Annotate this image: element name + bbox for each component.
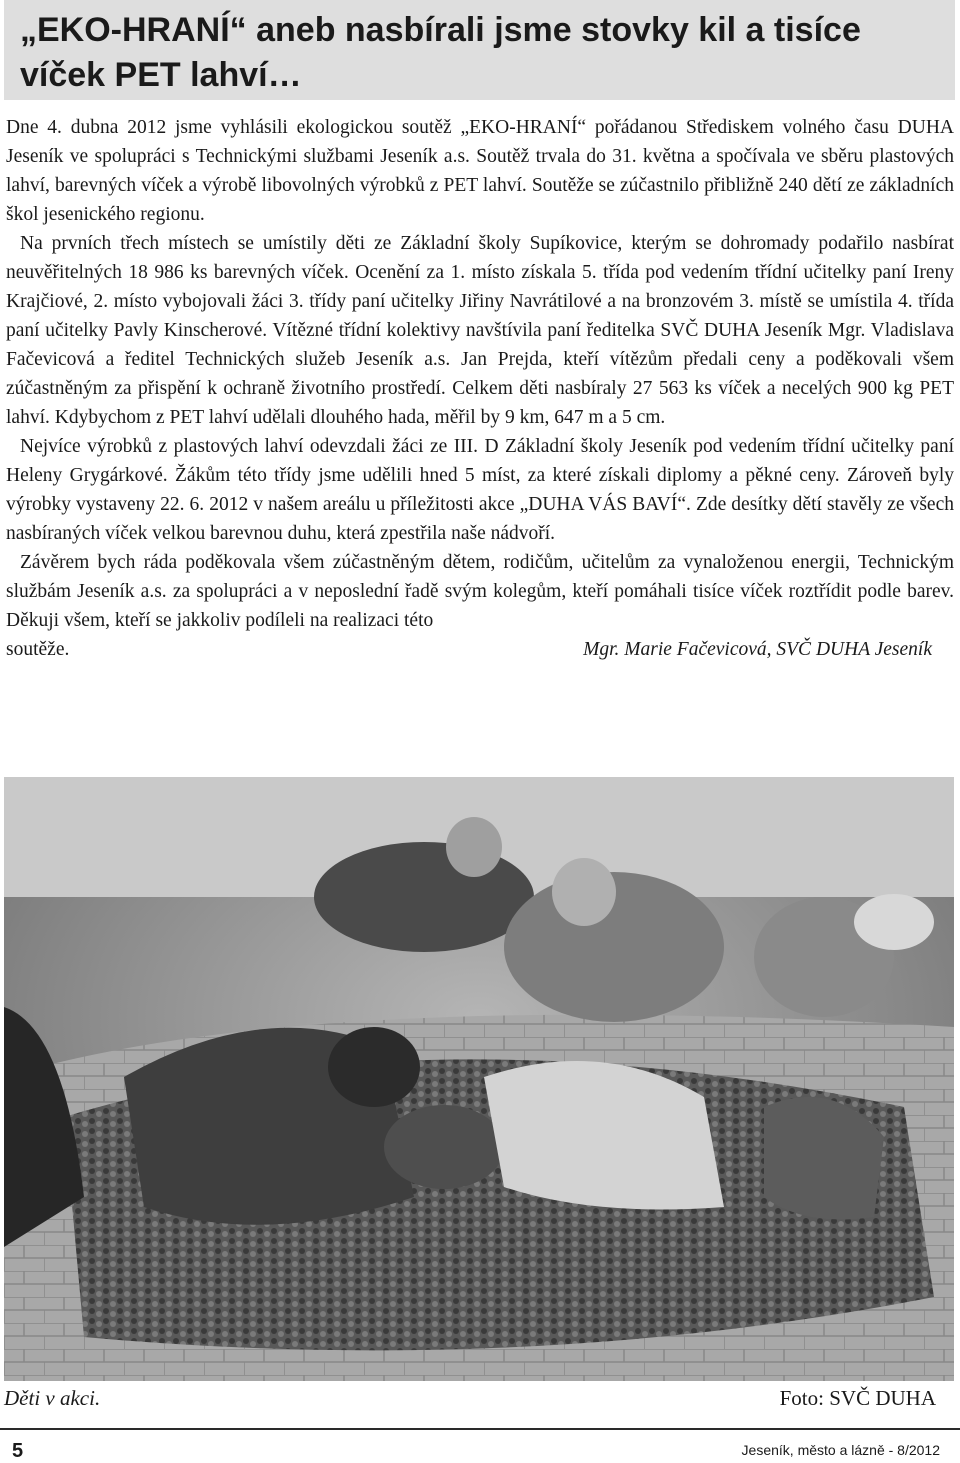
closing-end: soutěže. — [6, 639, 70, 660]
page-number: 5 — [12, 1440, 24, 1462]
photo-caption-row — [4, 1383, 936, 1415]
article-body — [6, 113, 954, 664]
paragraph-1: Dne 4. dubna 2012 jsme vyhlásili ekologickou soutěž „EKO-HRANÍ“ pořádanou Střediskem volného času DUHA Jeseník ve spolupráci s Technickými službami Jeseník a.s. Soutěž trvala do 31. května a spočívala ve sběru plastových lahví, barevných víček a výrobě libovolných výrobků z PET lahví. Soutěže se zúčastnilo přibližně 240 dětí ze základních škol jesenického regionu. — [6, 117, 954, 225]
title-band — [4, 0, 955, 100]
footer-divider — [0, 1428, 960, 1430]
paragraph-closing: Závěrem bych ráda poděkovala všem zúčastněným dětem, rodičům, učitelům za vynaloženou energii, Technickým službám Jeseník a.s. za spolupráci a v neposlední řadě svým kolegům, kteří pomáhali tisíce víček roztřídit podle barev. Děkuji všem, kteří se jakkoliv podíleli na realizaci této — [6, 552, 954, 631]
publication-name: Jeseník, město a lázně - 8/2012 — [741, 1442, 940, 1458]
article-title: „EKO-HRANÍ“ aneb nasbírali jsme stovky kil a tisíce víček PET lahví… — [20, 11, 861, 94]
photo-caption: Děti v akci. — [4, 1386, 101, 1410]
paragraph-3: Nejvíce výrobků z plastových lahví odevzdali žáci ze III. D Základní školy Jeseník pod vedením třídní učitelky paní Heleny Grygárkové. Žákům této třídy jsme udělili hned 5 míst, za které získali diplomy a pěkné ceny. Zároveň byly výrobky vystaveny 22. 6. 2012 v našem areálu u příležitosti akce „DUHA VÁS BAVÍ“. Zde desítky dětí stavěly ze všech nasbíraných víček velkou barevnou duhu, která zpestřila naše nádvoří. — [6, 436, 954, 544]
signature-line — [6, 635, 954, 664]
article-photo — [4, 777, 954, 1381]
children-sorting-caps-photo — [4, 777, 954, 1381]
paragraph-2: Na prvních třech místech se umístily děti ze Základní školy Supíkovice, kterým se dohromady podařilo nasbírat neuvěřitelných 18 986 ks barevných víček. Ocenění za 1. místo získala 5. třída pod vedením třídní učitelky paní Ireny Krajčiové, 2. místo vybojovali žáci 3. třídy paní učitelky Jiřiny Navrátilové a na bronzovém 3. místě se umístila 4. třída paní učitelky Pavly Kinscherové. Vítězné třídní kolektivy navštívila paní ředitelka SVČ DUHA Jeseník Mgr. Vladislava Fačevicová a ředitel Technických služeb Jeseník a.s. Jan Prejda, kteří vítězům předali ceny a poděkovali všem zúčastněným za přispění k ochraně životního prostředí. Celkem děti nasbíraly 27 563 ks víček a necelých 900 kg PET lahví. Kdybychom z PET lahví udělali dlouhého hada, měřil by 9 km, 647 m a 5 cm. — [6, 233, 954, 428]
photo-credit: Foto: SVČ DUHA — [779, 1386, 936, 1410]
author-signature: Mgr. Marie Fačevicová, SVČ DUHA Jeseník — [583, 639, 932, 660]
